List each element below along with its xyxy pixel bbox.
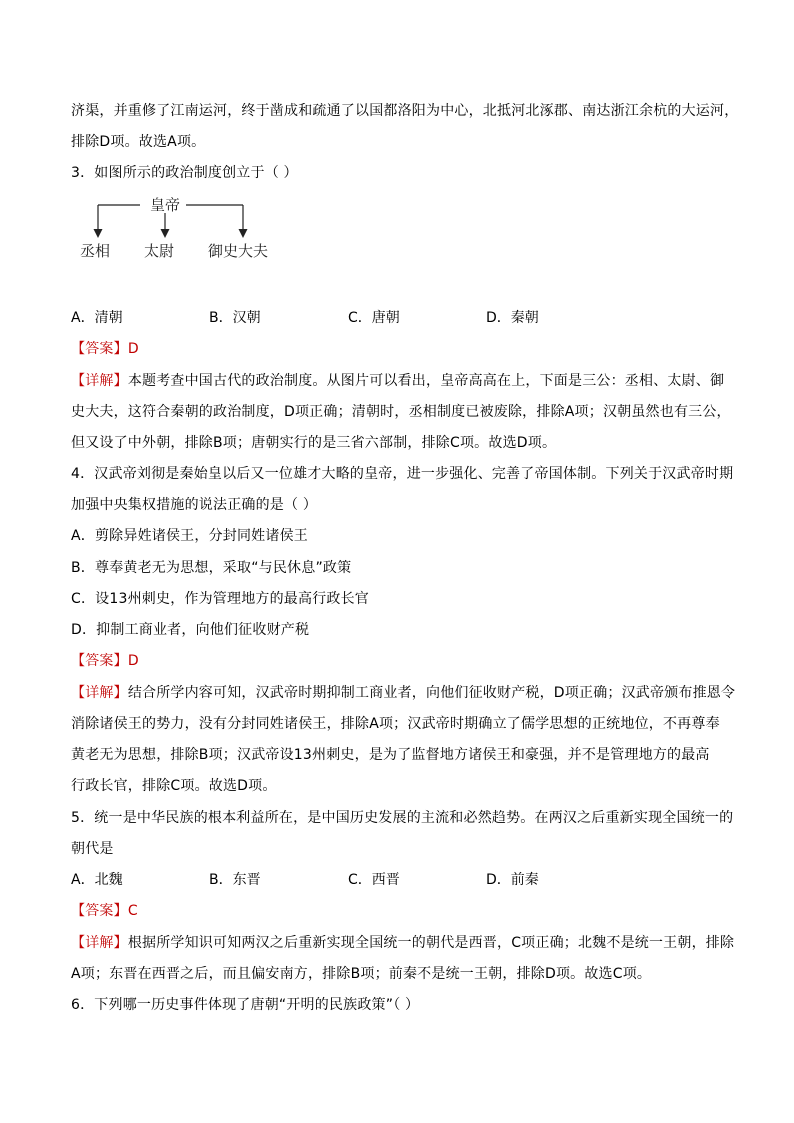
q4-stem: 4．汉武帝刘彻是秦始皇以后又一位雄才大略的皇帝，进一步强化、完善了帝国体制。下列关于汉武帝时期 bbox=[71, 466, 734, 482]
arrow-head bbox=[94, 229, 103, 238]
q5-option-d: D．前秦 bbox=[486, 872, 539, 888]
political-system-diagram bbox=[78, 195, 288, 270]
q4-explain-line: 【详解】结合所学内容可知，汉武帝时期抑制工商业者，向他们征收财产税，D项正确；汉武帝颁布推恩令 bbox=[71, 685, 736, 701]
q4-explain-line: 行政长官，排除C项。故选D项。 bbox=[71, 778, 277, 794]
q5-explain-line: A项；东晋在西晋之后，而且偏安南方，排除B项；前秦不是统一王朝，排除D项。故选C项。 bbox=[71, 966, 652, 982]
q3-explain-line: 史大夫，这符合秦朝的政治制度，D项正确；清朝时，丞相制度已被废除，排除A项；汉朝虽然也有三公， bbox=[71, 404, 731, 420]
q3-option-d: D．秦朝 bbox=[486, 310, 539, 326]
q5-stem: 朝代是 bbox=[71, 841, 114, 857]
q3-stem: 3．如图所示的政治制度创立于（ ） bbox=[71, 165, 298, 181]
q4-option-c: C．设13州刺史，作为管理地方的最高行政长官 bbox=[71, 591, 369, 607]
q5-explain-line: 【详解】根据所学知识可知两汉之后重新实现全国统一的朝代是西晋，C项正确；北魏不是统一王朝，排除 bbox=[71, 935, 735, 951]
arrow-head bbox=[161, 229, 170, 238]
explain-label: 【详解】 bbox=[71, 685, 128, 701]
explain-label: 【详解】 bbox=[71, 373, 128, 389]
q5-option-c: C．西晋 bbox=[348, 872, 400, 888]
arrow-head bbox=[239, 229, 248, 238]
q4-explain-line: 消除诸侯王的势力，没有分封同姓诸侯王，排除A项；汉武帝时期确立了儒学思想的正统地位，不再尊奉 bbox=[71, 716, 720, 732]
answer-label: 【答案】 bbox=[71, 903, 128, 919]
q2-explain-line: 济渠，并重修了江南运河，终于凿成和疏通了以国都洛阳为中心，北抵河北涿郡、南达浙江余杭的大运河， bbox=[71, 103, 739, 119]
answer-value: D bbox=[127, 341, 139, 357]
q4-option-d: D．抑制工商业者，向他们征收财产税 bbox=[71, 622, 310, 638]
q6-stem: 6．下列哪一历史事件体现了唐朝“开明的民族政策”（ ） bbox=[71, 997, 420, 1013]
q4-answer bbox=[71, 651, 731, 671]
answer-label: 【答案】 bbox=[71, 653, 128, 669]
q5-answer bbox=[71, 901, 731, 921]
q5-option-a: A．北魏 bbox=[71, 872, 123, 888]
diagram-top-emperor: 皇帝 bbox=[150, 196, 181, 214]
q3-explain-line: 但又设了中外朝，排除B项；唐朝实行的是三省六部制，排除C项。故选D项。 bbox=[71, 435, 557, 451]
q5-stem: 5．统一是中华民族的根本利益所在，是中国历史发展的主流和必然趋势。在两汉之后重新实现全国统一的 bbox=[71, 810, 734, 826]
answer-value: C bbox=[127, 903, 138, 919]
q5-option-b: B．东晋 bbox=[209, 872, 261, 888]
q4-option-a: A．剪除异姓诸侯王，分封同姓诸侯王 bbox=[71, 528, 308, 544]
q4-option-b: B．尊奉黄老无为思想，采取“与民休息”政策 bbox=[71, 560, 352, 576]
q3-explain-line: 【详解】本题考查中国古代的政治制度。从图片可以看出，皇帝高高在上，下面是三公：丞相、太尉、御 bbox=[71, 373, 725, 389]
q2-explain-line: 排除D项。故选A项。 bbox=[71, 134, 206, 150]
diagram-child-censor: 御史大夫 bbox=[208, 242, 269, 260]
q4-stem: 加强中央集权措施的说法正确的是（ ） bbox=[71, 497, 318, 513]
diagram-child-chancellor: 丞相 bbox=[80, 242, 111, 260]
answer-value: D bbox=[127, 653, 139, 669]
answer-label: 【答案】 bbox=[71, 341, 128, 357]
q4-explain-line: 黄老无为思想，排除B项；汉武帝设13州刺史，是为了监督地方诸侯王和豪强，并不是管理地方的最高 bbox=[71, 747, 710, 763]
q3-option-b: B．汉朝 bbox=[209, 310, 261, 326]
q3-option-c: C．唐朝 bbox=[348, 310, 400, 326]
diagram-child-taiwei: 太尉 bbox=[144, 242, 175, 260]
explain-label: 【详解】 bbox=[71, 935, 128, 951]
q3-answer bbox=[71, 339, 731, 359]
q3-option-a: A．清朝 bbox=[71, 310, 123, 326]
